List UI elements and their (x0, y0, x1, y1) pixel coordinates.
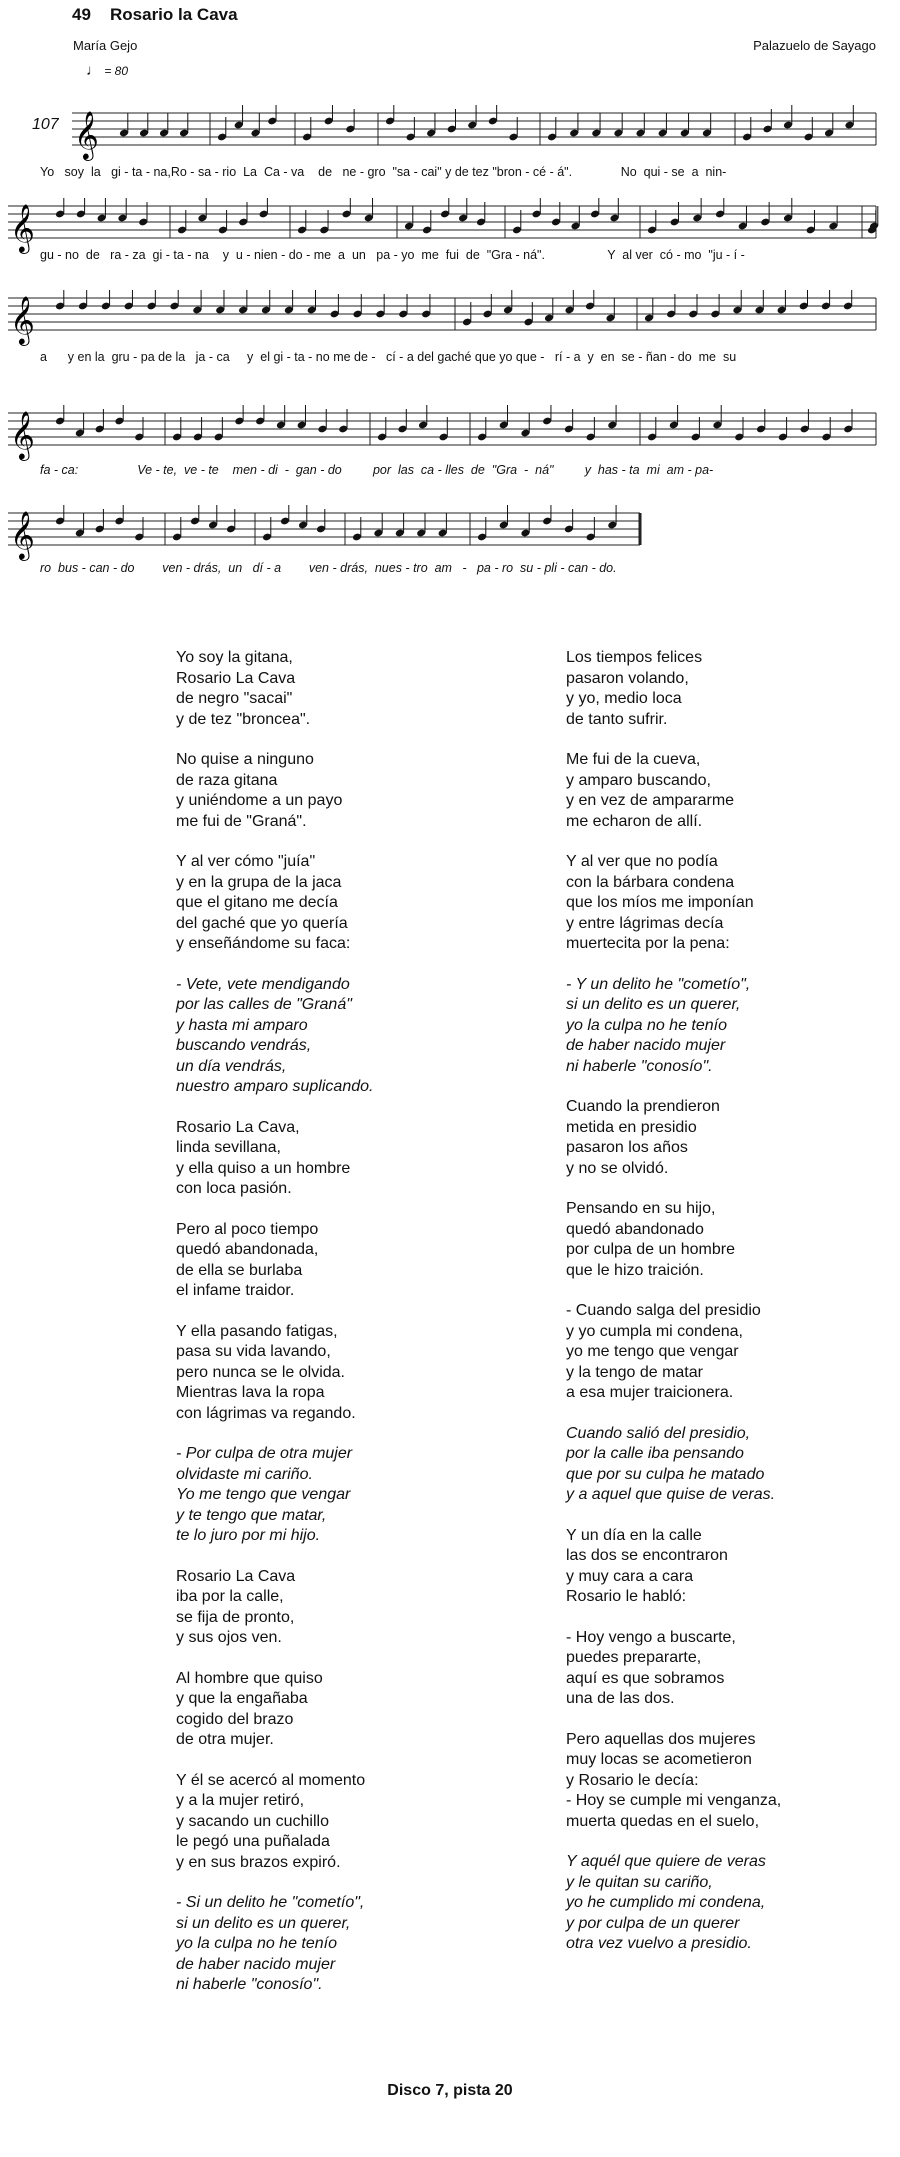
verse-line: de tanto sufrir. (566, 710, 668, 728)
stanza (176, 1771, 373, 1874)
verse-line: y yo, medio loca (566, 690, 682, 707)
verse-line: y en sus brazos expiró. (176, 1853, 341, 1871)
verse-line: pasaron volando, (566, 669, 689, 687)
verse-line: de ella se burlaba (176, 1261, 303, 1279)
verse-line: el infame traidor. (176, 1282, 295, 1299)
verse-line: Rosario La Cava (176, 669, 296, 687)
lyrics-left-column (176, 648, 373, 2016)
verse-line: a esa mujer traicionera. (566, 1384, 734, 1401)
staff-system (0, 405, 900, 505)
stanza (566, 750, 781, 832)
treble-clef-icon: 𝄞 (10, 510, 35, 559)
verse-line: que por su culpa he matado (566, 1465, 765, 1483)
verse-line: un día vendrás, (176, 1057, 287, 1075)
footer-disc-track: Disco 7, pista 20 (387, 2082, 513, 2099)
verse-line: - Vete, vete mendigando (176, 975, 350, 993)
verse-line: que los míos me imponían (566, 894, 754, 911)
verse-line: Pero al poco tiempo (176, 1220, 319, 1238)
tempo-marking (86, 62, 128, 79)
verse-line: Rosario La Cava, (176, 1118, 300, 1136)
quarter-note-icon: ♩ (86, 62, 101, 79)
verse-line: yo me tengo que vengar (566, 1343, 739, 1360)
verse-line: olvidaste mi cariño. (176, 1465, 313, 1483)
verse-line: Y un día en la calle (566, 1526, 702, 1544)
verse-line: pasaron los años (566, 1139, 688, 1156)
verse-line: linda sevillana, (176, 1139, 281, 1156)
verse-line: yo he cumplido mi condena, (566, 1894, 766, 1911)
verse-line: y de tez "broncea". (176, 710, 311, 728)
stanza (176, 1118, 373, 1200)
verse-line: Yo soy la gitana, (176, 649, 293, 666)
treble-clef-icon: 𝄞 (74, 110, 99, 159)
stanza (566, 975, 781, 1078)
verse-line: te lo juro por mi hijo. (176, 1527, 321, 1544)
verse-line: Y ella pasando fatigas, (176, 1322, 338, 1340)
verse-line: y uniéndome a un payo (176, 792, 343, 809)
verse-line: y en la grupa de la jaca (176, 873, 342, 891)
verse-line: ni haberle "conosío". (176, 1976, 323, 1993)
stanza (176, 1893, 373, 1996)
verse-line: - Si un delito he "cometío", (176, 1894, 365, 1911)
verse-line: de haber nacido mujer (566, 1037, 726, 1054)
verse-line: muertecita por la pena: (566, 935, 730, 952)
verse-line: Pero aquellas dos mujeres (566, 1730, 756, 1748)
verse-line: quedó abandonado (566, 1220, 704, 1238)
verse-line: - Hoy vengo a buscarte, (566, 1628, 736, 1646)
stanza (176, 852, 373, 955)
verse-line: y la tengo de matar (566, 1363, 703, 1381)
verse-line: Y aquél que quiere de veras (566, 1853, 766, 1870)
verse-line: - Y un delito he "cometío", (566, 975, 751, 993)
verse-line: y sacando un cuchillo (176, 1812, 329, 1830)
measure-number: 107 (32, 116, 59, 133)
verse-line: de otra mujer. (176, 1731, 274, 1748)
verse-line: y te tengo que matar, (176, 1506, 327, 1524)
stanza (566, 1852, 781, 1955)
song-number: 49 (72, 5, 91, 24)
verse-line: y amparo buscando, (566, 771, 711, 789)
stanza (566, 1424, 781, 1506)
stanza (566, 1628, 781, 1710)
verse-line: Y al ver cómo "juía" (176, 853, 316, 870)
verse-line: otra vez vuelvo a presidio. (566, 1935, 752, 1952)
verse-line: No quise a ninguno (176, 751, 314, 768)
verse-line: ni haberle "conosío". (566, 1057, 713, 1075)
score-lyric-line: a y en la gru - pa de la ja - ca y el gi - ta - no me de - cí - a del gaché que yo que - rí - a y en se - ñan - do me su (40, 350, 737, 364)
song-title: Rosario la Cava (110, 5, 238, 24)
verse-line: - Hoy se cumple mi venganza, (566, 1792, 782, 1809)
verse-line: Al hombre que quiso (176, 1669, 323, 1687)
verse-line: de raza gitana (176, 771, 278, 789)
verse-line: y a la mujer retiró, (176, 1792, 305, 1809)
verse-line: Rosario La Cava (176, 1567, 296, 1585)
verse-line: cogido del brazo (176, 1710, 294, 1728)
stanza (176, 1567, 373, 1649)
verse-line: y Rosario le decía: (566, 1771, 699, 1789)
stanza (566, 1526, 781, 1608)
verse-line: con loca pasión. (176, 1180, 292, 1197)
stanza (176, 1220, 373, 1302)
stanza (176, 648, 373, 730)
verse-line: y ella quiso a un hombre (176, 1159, 351, 1177)
stanza (176, 1444, 373, 1547)
verse-line: y en vez de ampararme (566, 792, 735, 809)
verse-line: con la bárbara condena (566, 873, 735, 891)
verse-line: por culpa de un hombre (566, 1241, 735, 1258)
verse-line: me fui de "Graná". (176, 812, 307, 830)
verse-line: me echaron de allí. (566, 812, 703, 830)
verse-line: y sus ojos ven. (176, 1629, 282, 1646)
verse-line: y hasta mi amparo (176, 1016, 308, 1034)
verse-line: le pegó una puñalada (176, 1833, 330, 1850)
verse-line: muy locas se acometieron (566, 1751, 752, 1768)
verse-line: Los tiempos felices (566, 649, 703, 666)
verse-line: del gaché que yo quería (176, 914, 348, 932)
verse-line: y a aquel que quise de veras. (566, 1486, 776, 1503)
verse-line: metida en presidio (566, 1118, 697, 1136)
verse-line: que le hizo traición. (566, 1261, 704, 1279)
score-lyric-line: fa - ca: Ve - te, ve - te men - di - gan - do por las ca - lles de "Gra - ná" y has - ta mi am - pa- (40, 463, 714, 477)
verse-line: aquí es que sobramos (566, 1669, 725, 1687)
singer-name: María Gejo (73, 38, 138, 53)
verse-line: puedes prepararte, (566, 1649, 702, 1666)
stanza (566, 1301, 781, 1404)
verse-line: si un delito es un querer, (566, 996, 741, 1013)
stanza (176, 1669, 373, 1751)
verse-line: buscando vendrás, (176, 1037, 312, 1054)
verse-line: y le quitan su cariño, (566, 1873, 713, 1891)
stanza (566, 648, 781, 730)
stanza (566, 1097, 781, 1179)
verse-line: Cuando salió del presidio, (566, 1424, 751, 1442)
verse-line: Yo me tengo que vengar (176, 1486, 351, 1503)
staff-system (0, 105, 900, 205)
verse-line: si un delito es un querer, (176, 1914, 351, 1932)
verse-line: pasa su vida lavando, (176, 1343, 331, 1360)
verse-line: por la calle iba pensando (566, 1445, 744, 1462)
verse-line: pero nunca se le olvida. (176, 1363, 345, 1381)
staff-system (0, 198, 900, 298)
place-name: Palazuelo de Sayago (753, 38, 876, 53)
stanza (176, 1322, 373, 1425)
verse-line: con lágrimas va regando. (176, 1404, 356, 1422)
treble-clef-icon: 𝄞 (10, 410, 35, 459)
verse-line: que el gitano me decía (176, 894, 338, 911)
verse-line: - Por culpa de otra mujer (176, 1445, 353, 1462)
verse-line: y enseñándome su faca: (176, 935, 351, 952)
verse-line: las dos se encontraron (566, 1547, 728, 1564)
verse-line: Cuando la prendieron (566, 1098, 720, 1115)
stanza (176, 975, 373, 1098)
verse-line: - Cuando salga del presidio (566, 1302, 761, 1319)
score-lyric-line: ro bus - can - do ven - drás, un dí - a ven - drás, nues - tro am - pa - ro su - pli - can - do. (40, 561, 617, 575)
verse-line: Y al ver que no podía (566, 853, 718, 870)
verse-line: nuestro amparo suplicando. (176, 1078, 374, 1095)
verse-line: Pensando en su hijo, (566, 1200, 716, 1217)
verse-line: una de las dos. (566, 1690, 675, 1707)
verse-line: de haber nacido mujer (176, 1955, 336, 1973)
verse-line: y por culpa de un querer (566, 1914, 740, 1932)
verse-line: Y él se acercó al momento (176, 1771, 366, 1789)
verse-line: por las calles de "Graná" (176, 996, 352, 1013)
tempo-value: = 80 (104, 64, 129, 78)
stanza (566, 1199, 781, 1281)
verse-line: de negro "sacai" (176, 690, 293, 707)
score-lyric-line: gu - no de ra - za gi - ta - na y u - nien - do - me a un pa - yo me fui de "Gra - ná". Y al ver có - mo "ju - í - (40, 248, 745, 262)
verse-line: Me fui de la cueva, (566, 751, 701, 768)
verse-line: Rosario le habló: (566, 1588, 687, 1605)
verse-line: yo la culpa no he tenío (566, 1016, 728, 1034)
staff-system (0, 290, 900, 390)
verse-line: se fija de pronto, (176, 1608, 295, 1626)
verse-line: muerta quedas en el suelo, (566, 1812, 760, 1830)
stanza (176, 750, 373, 832)
verse-line: Mientras lava la ropa (176, 1384, 325, 1401)
score-lyric-line: Yo soy la gi - ta - na,Ro - sa - rio La Ca - va de ne - gro "sa - cai" y de tez "bron - cé - á". No qui - se a nin- (40, 165, 727, 179)
verse-line: y que la engañaba (176, 1690, 308, 1707)
verse-line: y no se olvidó. (566, 1159, 669, 1177)
verse-line: y yo cumpla mi condena, (566, 1322, 743, 1340)
stanza (566, 1730, 781, 1833)
verse-line: yo la culpa no he tenío (176, 1935, 338, 1952)
verse-line: y entre lágrimas decía (566, 914, 724, 932)
verse-line: quedó abandonada, (176, 1241, 319, 1258)
verse-line: y muy cara a cara (566, 1567, 694, 1585)
treble-clef-icon: 𝄞 (10, 295, 35, 344)
stanza (566, 852, 781, 955)
lyrics-right-column (566, 648, 781, 1975)
verse-line: iba por la calle, (176, 1588, 284, 1605)
treble-clef-icon: 𝄞 (10, 203, 35, 252)
staff-system (0, 505, 900, 605)
